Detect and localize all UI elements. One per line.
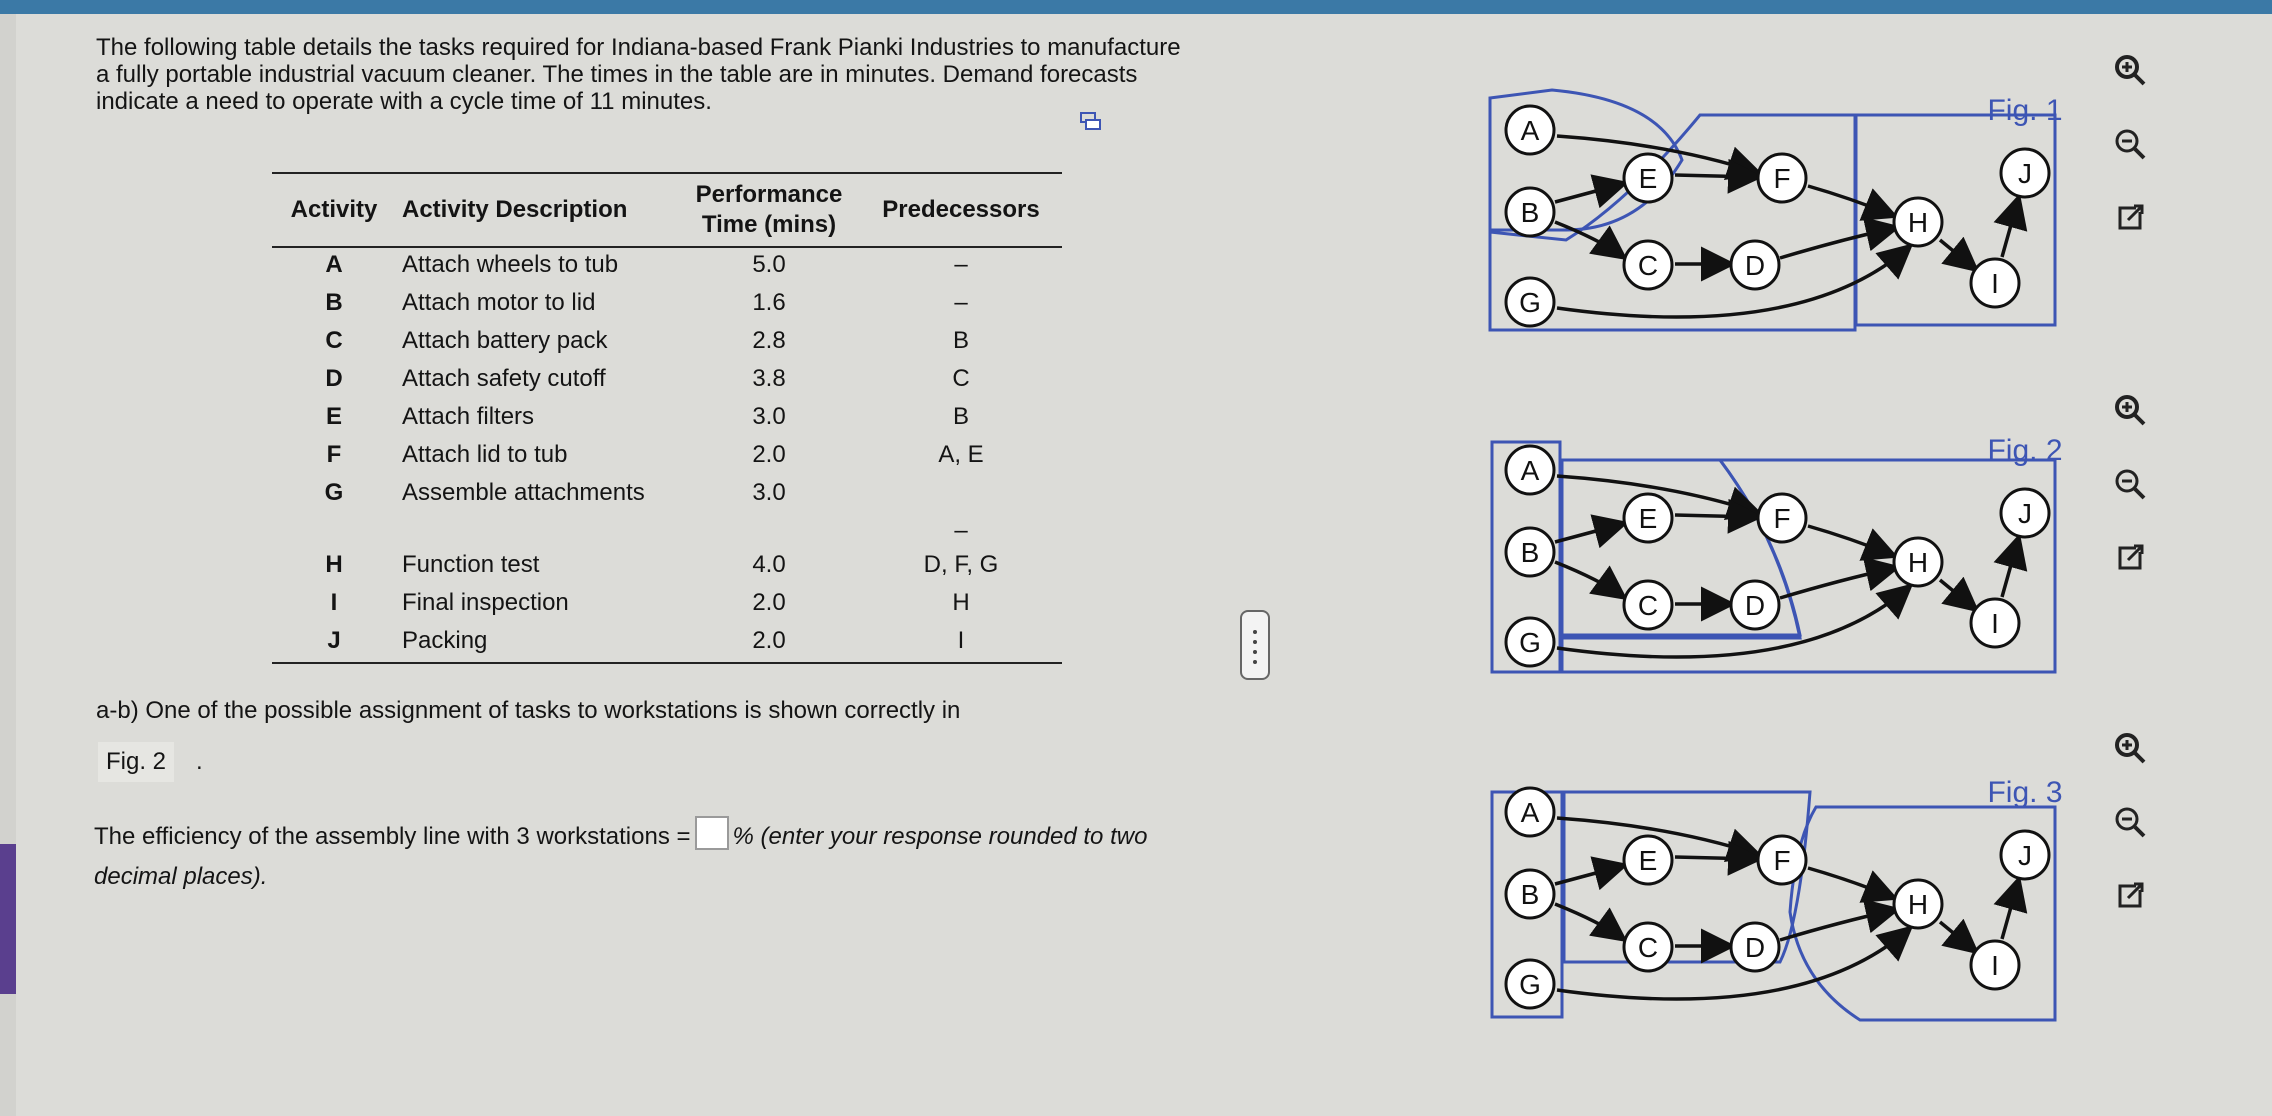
figure-1 [1480,80,2100,340]
node-C [1624,923,1672,971]
fig1-tools [2110,50,2150,272]
node-label: B [1520,879,1540,910]
node-G [1506,278,1554,326]
node-J [2001,831,2049,879]
predecessors-cell: – [954,289,968,316]
table-row [272,400,1062,438]
node-label: F [1773,845,1791,876]
table-row [272,586,1062,624]
node-label: I [1991,608,1999,639]
predecessors-cell: H [952,589,970,616]
predecessors-cell: B [952,403,969,430]
precedence-diagram [1480,762,2100,1032]
node-label: J [2018,840,2032,871]
time-cell: 1.6 [752,289,786,316]
node-label: H [1907,207,1929,238]
edge-F-H [1808,868,1892,897]
node-H [1894,198,1942,246]
table-row [272,362,1062,400]
edge-E-F [1675,515,1756,517]
node-label: D [1744,250,1766,281]
node-D [1731,923,1779,971]
predecessors-cell: – [954,517,968,544]
edge-D-H [1780,910,1894,940]
edge-B-E [1555,184,1622,202]
node-I [1971,941,2019,989]
node-label: F [1773,163,1791,194]
node-label: E [1638,163,1658,194]
node-label: H [1907,889,1929,920]
open-external-icon[interactable] [2110,876,2150,916]
edge-B-E [1555,524,1622,542]
fig3-tools [2110,728,2150,950]
node-J [2001,489,2049,537]
time-cell: 3.0 [752,479,786,506]
header-predecessors: Predecessors [882,196,1040,223]
node-I [1971,599,2019,647]
description-cell: Attach filters [402,403,535,430]
table-row [272,476,1062,548]
efficiency-text-before: The efficiency of the assembly line with 3 workstations = [94,823,691,850]
edge-E-F [1675,857,1756,859]
node-label: A [1520,455,1540,486]
node-B [1506,528,1554,576]
node-G [1506,618,1554,666]
zoom-out-icon[interactable] [2110,124,2150,164]
table-row [272,548,1062,586]
question-panel [96,34,1196,115]
node-label: E [1638,845,1658,876]
fig2-tools [2110,390,2150,612]
zoom-in-icon[interactable] [2110,390,2150,430]
node-J [2001,149,2049,197]
time-cell: 2.8 [752,327,786,354]
node-H [1894,538,1942,586]
node-G [1506,960,1554,1008]
node-label: D [1744,590,1766,621]
predecessors-cell: D, F, G [923,551,999,578]
panel-splitter-handle[interactable] [1240,610,1270,680]
time-cell: 5.0 [752,251,786,278]
activity-cell: J [272,624,396,663]
time-cell: 3.0 [752,403,786,430]
workstation-outline-3 [1856,115,2055,325]
node-label: J [2018,158,2032,189]
node-A [1506,106,1554,154]
figure-label: Fig. 3 [1987,776,2063,809]
edge-H-I [1940,580,1974,608]
header-description: Activity Description [402,196,628,223]
time-cell: 2.0 [678,624,860,663]
edge-I-J [2002,882,2018,939]
node-F [1758,494,1806,542]
description-cell: Attach motor to lid [402,289,596,316]
node-E [1624,154,1672,202]
edge-F-H [1808,526,1892,555]
zoom-in-icon[interactable] [2110,728,2150,768]
description-cell: Final inspection [402,589,569,616]
table-row [272,286,1062,324]
description-cell: Attach lid to tub [402,441,568,468]
activity-cell: B [325,289,343,316]
activity-cell: D [325,365,343,392]
node-E [1624,494,1672,542]
node-label: C [1637,250,1659,281]
predecessors-cell: B [952,327,969,354]
node-label: I [1991,268,1999,299]
table-row [272,438,1062,476]
node-label: F [1773,503,1791,534]
description-cell: Attach safety cutoff [402,365,606,392]
node-label: J [2018,498,2032,529]
open-external-icon[interactable] [2110,538,2150,578]
node-label: A [1520,797,1540,828]
edge-D-H [1780,228,1894,258]
table-header-row [272,173,1062,247]
time-cell: 2.0 [752,589,786,616]
node-label: E [1638,503,1658,534]
efficiency-text-after: % (enter your response rounded to two decimal places). [94,823,1148,890]
task-table [272,172,1062,664]
node-H [1894,880,1942,928]
time-cell: 2.0 [752,441,786,468]
node-label: G [1519,287,1541,318]
node-C [1624,241,1672,289]
node-F [1758,154,1806,202]
open-external-icon[interactable] [2110,198,2150,238]
description-cell: Attach wheels to tub [402,251,619,278]
edge-F-H [1808,186,1892,215]
activity-cell: E [325,403,342,430]
edge-B-C [1555,562,1622,596]
precedence-diagram [1480,80,2100,350]
activity-cell: I [330,589,338,616]
zoom-out-icon[interactable] [2110,464,2150,504]
activity-cell: H [325,551,343,578]
table-row [272,624,1062,663]
edge-H-I [1940,240,1974,268]
table-row [272,247,1062,286]
left-strip [0,14,16,1116]
edge-I-J [2002,540,2018,597]
predecessors-cell: I [860,624,1062,663]
efficiency-answer-input[interactable] [695,816,729,850]
description-cell: Function test [402,551,540,578]
figure-label: Fig. 1 [1987,94,2063,127]
node-D [1731,241,1779,289]
description-cell: Assemble attachments [402,479,645,506]
left-accent [0,844,16,994]
time-cell: 4.0 [752,551,786,578]
node-label: B [1520,197,1540,228]
header-activity: Activity [290,196,378,223]
node-A [1506,788,1554,836]
edge-E-F [1675,175,1756,177]
header-time: Performance Time (mins) [695,181,843,238]
top-bar [0,0,2272,14]
node-label: G [1519,627,1541,658]
zoom-out-icon[interactable] [2110,802,2150,842]
copy-icon[interactable] [1080,112,1102,132]
node-A [1506,446,1554,494]
node-label: H [1907,547,1929,578]
node-label: C [1637,932,1659,963]
sentence-period: . [196,748,203,775]
node-E [1624,836,1672,884]
predecessors-cell: – [954,251,968,278]
node-D [1731,581,1779,629]
node-B [1506,870,1554,918]
node-label: C [1637,590,1659,621]
time-cell: 3.8 [752,365,786,392]
node-label: B [1520,537,1540,568]
predecessors-cell: C [952,365,970,392]
edge-I-J [2002,200,2018,257]
node-label: I [1991,950,1999,981]
question-intro: The following table details the tasks required for Indiana-based Frank Pianki Industries to manufacture a fully portable industrial vacuum cleaner. The times in the table are in minutes. Demand forecasts indicate a need to operate with a cycle time of 11 minutes. [96,34,1181,115]
part-ab-text: a-b) One of the possible assignment of tasks to workstations is shown correctly in [96,697,961,724]
table-row [272,324,1062,362]
figure-label: Fig. 2 [1987,434,2063,467]
zoom-in-icon[interactable] [2110,50,2150,90]
edge-H-I [1940,922,1974,950]
node-F [1758,836,1806,884]
node-I [1971,259,2019,307]
edge-D-H [1780,568,1894,598]
activity-cell: C [325,327,343,354]
node-C [1624,581,1672,629]
precedence-diagram [1480,420,2100,690]
node-label: A [1520,115,1540,146]
node-label: D [1744,932,1766,963]
activity-cell: A [325,251,343,278]
selected-fig-dropdown[interactable]: Fig. 2 [98,742,174,782]
figure-3 [1480,762,2100,1022]
activity-cell: G [324,479,344,506]
figure-2 [1480,420,2100,680]
description-cell: Packing [396,624,678,663]
node-B [1506,188,1554,236]
node-label: G [1519,969,1541,1000]
description-cell: Attach battery pack [402,327,608,354]
activity-cell: F [326,441,342,468]
efficiency-question [94,816,1154,897]
predecessors-cell: A, E [938,441,984,468]
